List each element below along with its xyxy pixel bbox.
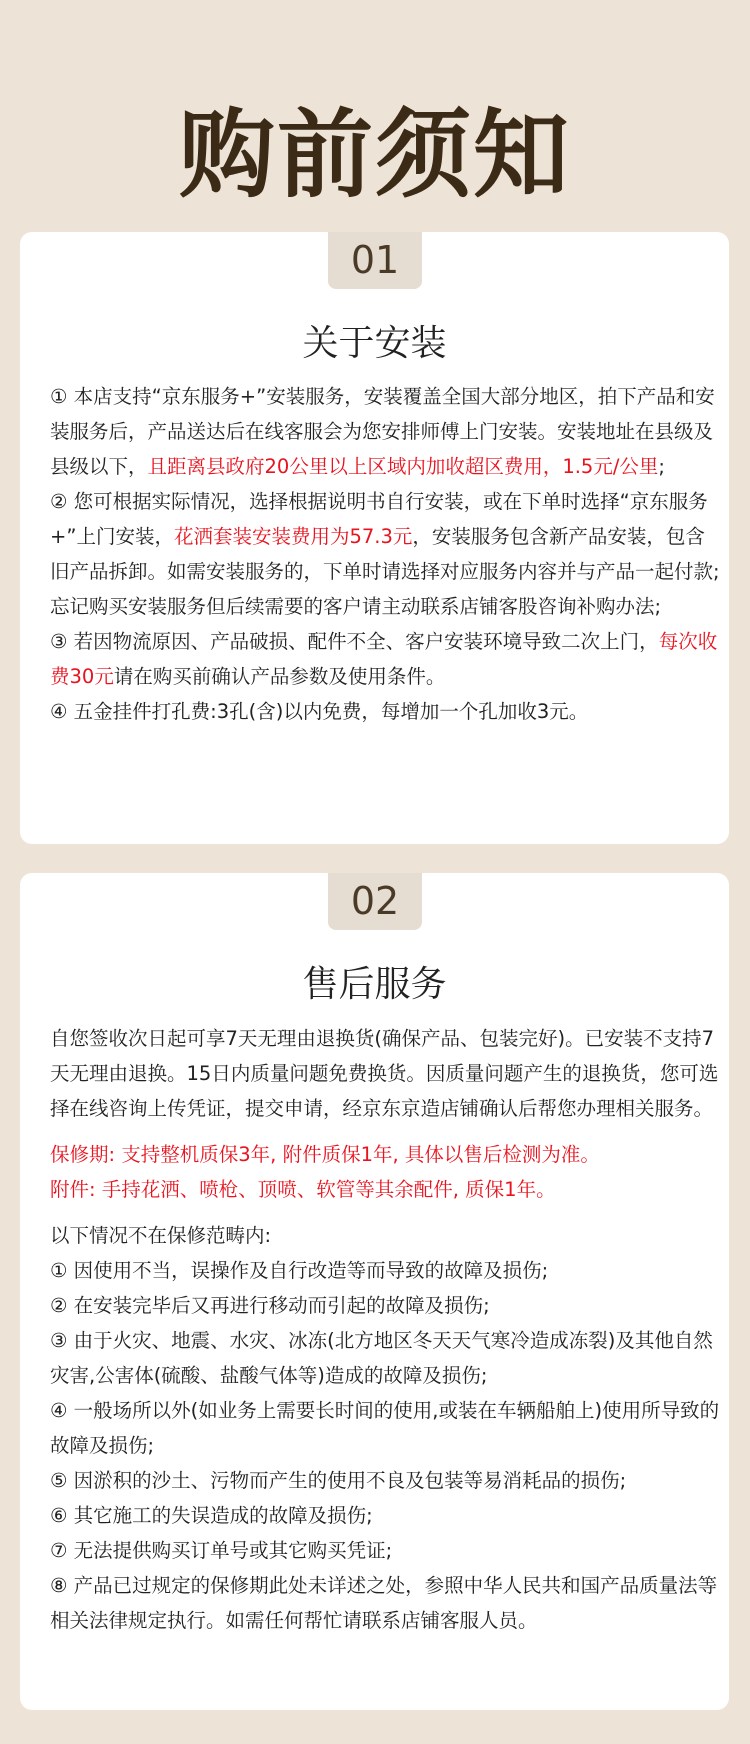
- section-title: 关于安装: [302, 323, 447, 364]
- install-item: [50, 379, 722, 484]
- accessories-text: 附件: 手持花洒、喷枪、顶喷、软管等其余配件, 质保1年。: [50, 1178, 556, 1201]
- exclusion-item: ④ 一般场所以外(如业务上需要长时间的使用,或装在车辆船舶上)使用所导致的故障及损伤;: [50, 1399, 720, 1457]
- exclusion-item: ① 因使用不当，误操作及自行改造等而导致的故障及损伤;: [50, 1259, 549, 1282]
- exclusion-item: ⑧ 产品已过规定的保修期此处未详述之处，参照中华人民共和国产品质量法等相关法律规定执行。如需任何帮忙请联系店铺客服人员。: [50, 1574, 718, 1632]
- item-text: ① 本店支持“京东服务+”安装服务，安装覆盖全国大部分地区，拍下产品和安装服务后，产品送达后在线客服会为您安排师傅上门安装。安装地址在县级及县级以下，: [50, 385, 715, 478]
- install-item: [50, 694, 722, 729]
- exclusion-item: ⑥ 其它施工的失误造成的故障及损伤;: [50, 1504, 373, 1527]
- item-text: ③ 若因物流原因、产品破损、配件不全、客户安装环境导致二次上门，: [50, 630, 659, 653]
- aftersale-card: [20, 873, 729, 1710]
- item-text: ④ 五金挂件打孔费:3孔(含)以内免费，每增加一个孔加收3元。: [50, 700, 589, 723]
- warranty-text: 保修期: 支持整机质保3年, 附件质保1年, 具体以售后检测为准。: [50, 1143, 600, 1166]
- item-text: ② 您可根据实际情况，选择根据说明书自行安装，或在下单时选择“京东服务+”上门安装，: [50, 490, 708, 548]
- install-item: [50, 624, 722, 694]
- exclusion-item: ⑦ 无法提供购买订单号或其它购买凭证;: [50, 1539, 393, 1562]
- page-title: 购前须知: [179, 99, 571, 211]
- exclusion-item: ② 在安装完毕后又再进行移动而引起的故障及损伤;: [50, 1294, 490, 1317]
- item-text: ;: [658, 455, 665, 478]
- install-item: [50, 484, 722, 624]
- section-title: 售后服务: [302, 964, 447, 1005]
- exclusion-item: ⑤ 因淤积的沙土、污物而产生的使用不良及包装等易消耗品的损伤;: [50, 1469, 627, 1492]
- section-number-badge: 02: [328, 873, 422, 930]
- install-card: [20, 232, 729, 844]
- item-text: 请在购买前确认产品参数及使用条件。: [113, 665, 446, 688]
- highlight-text: 花洒套装安装费用为57.3元: [173, 525, 413, 548]
- item-text: ，安装服务包含新产品安装，包含旧产品拆卸。如需安装服务的，下单时请选择对应服务内容并与产品一起付款;忘记购买安装服务但后续需要的客户请主动联系店铺客股咨询补购办法;: [50, 525, 720, 618]
- aftersale-intro: 自您签收次日起可享7天无理由退换货(确保产品、包装完好)。已安装不支持7天无理由退换。15日内质量问题免费换货。因质量问题产生的退换货，您可选择在线咨询上传凭证，提交申请，经京东京造店铺确认后帮您办理相关服务。: [50, 1027, 719, 1120]
- section-number-badge: 01: [328, 232, 422, 289]
- install-body: [50, 379, 722, 729]
- aftersale-body: [50, 1021, 722, 1638]
- exclusions-title: 以下情况不在保修范畴内:: [50, 1224, 272, 1247]
- highlight-text: 且距离县政府20公里以上区域内加收超区费用，1.5元/公里: [147, 455, 659, 478]
- highlight-text: 每次收费30元: [50, 630, 718, 688]
- exclusion-item: ③ 由于火灾、地震、水灾、冰冻(北方地区冬天天气寒冷造成冻裂)及其他自然灾害,公害体(硫酸、盐酸气体等)造成的故障及损伤;: [50, 1329, 713, 1387]
